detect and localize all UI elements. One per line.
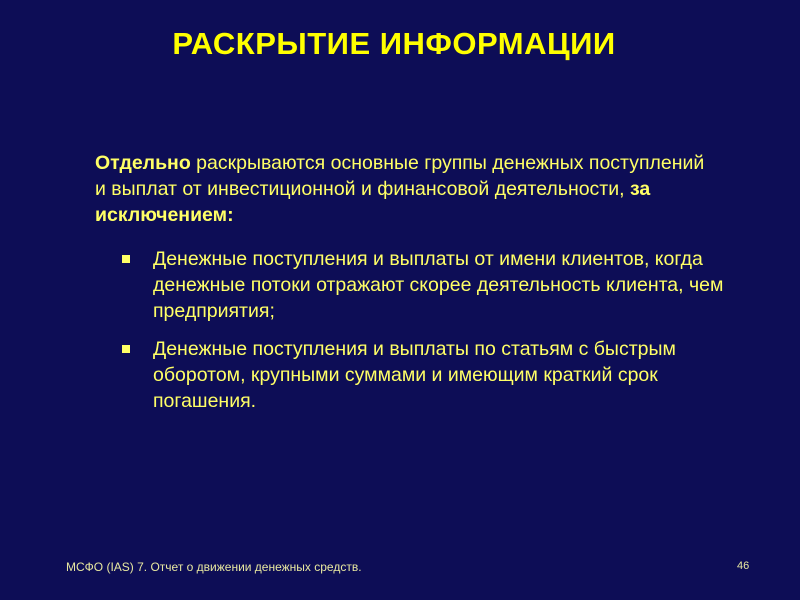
- list-item: [122, 246, 742, 324]
- square-bullet-icon: [122, 255, 130, 263]
- intro-bold-end: за исключением:: [95, 178, 651, 226]
- bullet-list: [122, 246, 742, 426]
- bullet-text: Денежные поступления и выплаты от имени клиентов, когда денежные потоки отражают скорее деятельность клиента, чем предприятия;: [153, 248, 724, 322]
- square-bullet-icon: [122, 345, 130, 353]
- intro-bold-start: Отдельно: [95, 152, 191, 174]
- page-number: 46: [737, 560, 750, 572]
- slide-footer: МСФО (IAS) 7. Отчет о движении денежных средств.: [66, 560, 362, 574]
- list-item: [122, 336, 742, 414]
- bullet-text: Денежные поступления и выплаты по статьям с быстрым оборотом, крупными суммами и имеющим краткий срок погашения.: [153, 338, 676, 412]
- slide-title: РАСКРЫТИЕ ИНФОРМАЦИИ: [172, 26, 616, 61]
- intro-paragraph: [95, 150, 715, 228]
- intro-text: раскрываются основные группы денежных поступлений и выплат от инвестиционной и финансовой деятельности,: [95, 152, 705, 200]
